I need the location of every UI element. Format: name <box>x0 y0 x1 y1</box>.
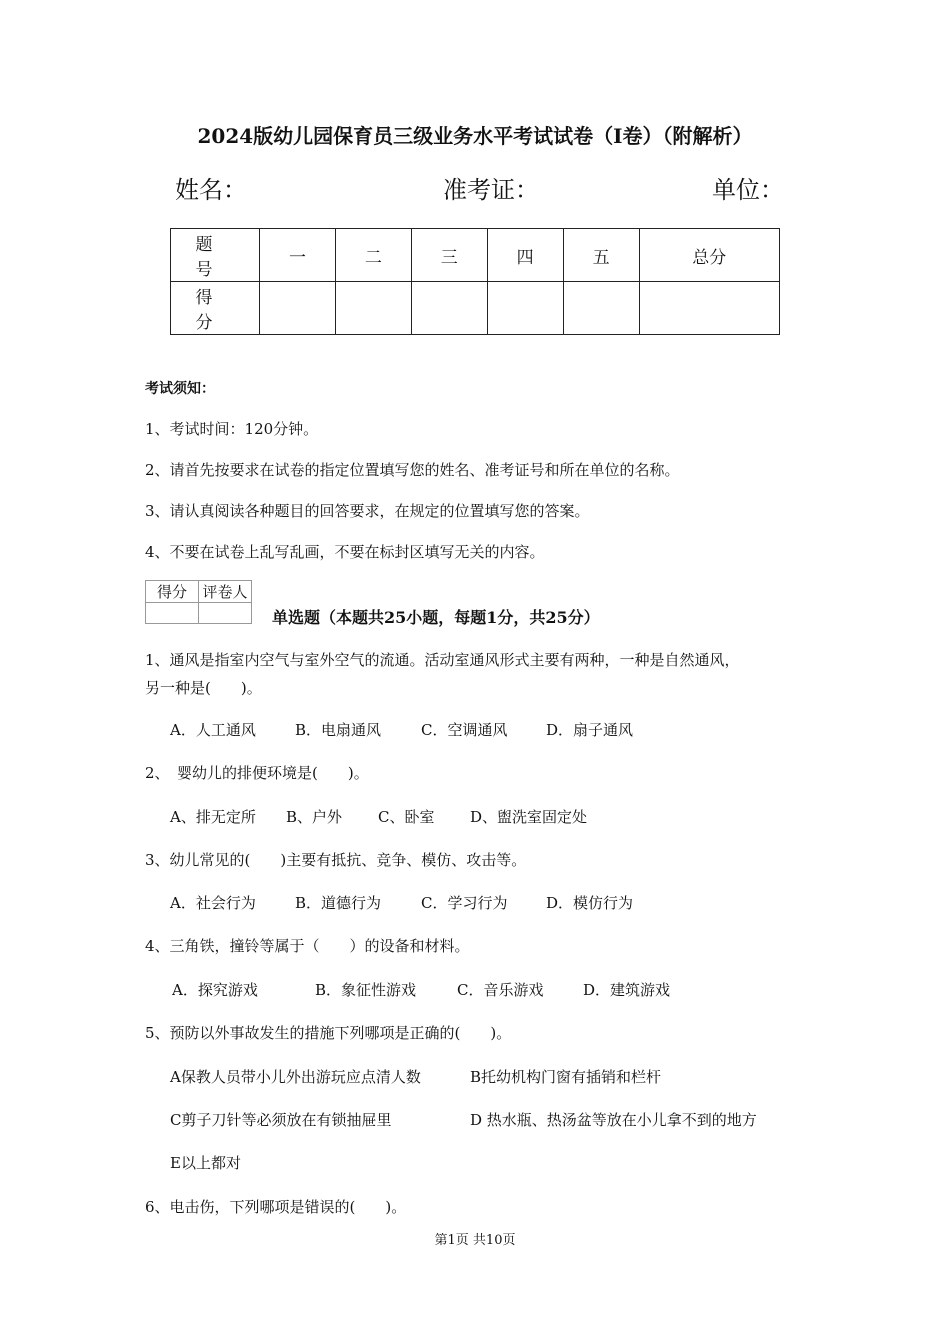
question-4: 4、三角铁，撞铃等属于（ ）的设备和材料。 <box>145 937 470 955</box>
q5-option-b: B托幼机构门窗有插销和栏杆 <box>470 1068 662 1086</box>
section-title: 单选题（本题共25小题，每题1分，共25分） <box>272 608 600 627</box>
q5-option-a: A保教人员带小儿外出游玩应点清人数 <box>170 1068 421 1086</box>
score-table-header-row <box>171 229 780 282</box>
score-cell[interactable] <box>487 282 563 335</box>
q5-option-c: C剪子刀针等必须放在有锁抽屉里 <box>170 1111 392 1129</box>
score-table-header-cell: 五 <box>563 229 639 282</box>
score-table-header-cell: 三 <box>411 229 487 282</box>
q4-option-b: B．象征性游戏 <box>315 981 417 999</box>
score-table-header-cell: 四 <box>487 229 563 282</box>
grader-reviewer-label: 评卷人 <box>199 581 252 603</box>
score-cell[interactable] <box>411 282 487 335</box>
exam-id-label: 准考证： <box>443 176 539 204</box>
notes-heading: 考试须知： <box>145 381 215 397</box>
score-table-header-cell: 二 <box>335 229 411 282</box>
question-1-line-2: 另一种是( )。 <box>145 679 262 697</box>
score-cell[interactable] <box>563 282 639 335</box>
score-row-label: 得 分 <box>171 282 260 335</box>
name-label: 姓名： <box>175 176 247 204</box>
q2-option-c: C、卧室 <box>378 808 435 826</box>
q4-option-a: A．探究游戏 <box>172 981 258 999</box>
grader-box <box>145 580 252 624</box>
grader-score-label: 得分 <box>146 581 199 603</box>
score-table-header-cell: 题 号 <box>171 229 260 282</box>
note-item: 3、请认真阅读各种题目的回答要求，在规定的位置填写您的答案。 <box>145 502 590 520</box>
q5-option-d: D 热水瓶、热汤盆等放在小儿拿不到的地方 <box>470 1111 757 1129</box>
score-table-header-cell: 一 <box>260 229 336 282</box>
q3-option-b: B．道德行为 <box>295 894 382 912</box>
grader-reviewer-cell[interactable] <box>199 603 252 624</box>
score-table-score-row <box>171 282 780 335</box>
grader-score-cell[interactable] <box>146 603 199 624</box>
score-table-header-cell: 总分 <box>639 229 779 282</box>
q3-option-c: C．学习行为 <box>421 894 508 912</box>
q2-option-a: A、排无定所 <box>170 808 256 826</box>
q4-option-c: C．音乐游戏 <box>457 981 544 999</box>
q1-option-a: A．人工通风 <box>170 721 256 739</box>
question-1-line-1: 1、通风是指室内空气与室外空气的流通。活动室通风形式主要有两种，一种是自然通风， <box>145 651 740 669</box>
question-6: 6、电击伤，下列哪项是错误的( )。 <box>145 1198 407 1216</box>
note-item: 4、不要在试卷上乱写乱画，不要在标封区填写无关的内容。 <box>145 543 545 561</box>
q3-option-d: D．模仿行为 <box>546 894 634 912</box>
page-title: 2024版幼儿园保育员三级业务水平考试试卷（I卷）（附解析） <box>197 124 753 148</box>
q1-option-c: C．空调通风 <box>421 721 508 739</box>
score-table <box>170 228 780 335</box>
score-cell[interactable] <box>639 282 779 335</box>
q1-option-b: B．电扇通风 <box>295 721 382 739</box>
score-cell[interactable] <box>335 282 411 335</box>
q3-option-a: A．社会行为 <box>170 894 256 912</box>
q5-option-e: E以上都对 <box>170 1154 241 1172</box>
page-footer: 第1页 共10页 <box>434 1233 516 1248</box>
note-item: 2、请首先按要求在试卷的指定位置填写您的姓名、准考证号和所在单位的名称。 <box>145 461 680 479</box>
question-3: 3、幼儿常见的( )主要有抵抗、竞争、模仿、攻击等。 <box>145 851 527 869</box>
q1-option-d: D．扇子通风 <box>546 721 634 739</box>
question-2: 2、 婴幼儿的排便环境是( )。 <box>145 764 369 782</box>
q2-option-b: B、户外 <box>286 808 343 826</box>
question-5: 5、预防以外事故发生的措施下列哪项是正确的( )。 <box>145 1024 512 1042</box>
q2-option-d: D、盥洗室固定处 <box>470 808 588 826</box>
note-item: 1、考试时间：120分钟。 <box>145 420 319 438</box>
score-cell[interactable] <box>260 282 336 335</box>
unit-label: 单位： <box>712 176 784 204</box>
q4-option-d: D．建筑游戏 <box>583 981 671 999</box>
